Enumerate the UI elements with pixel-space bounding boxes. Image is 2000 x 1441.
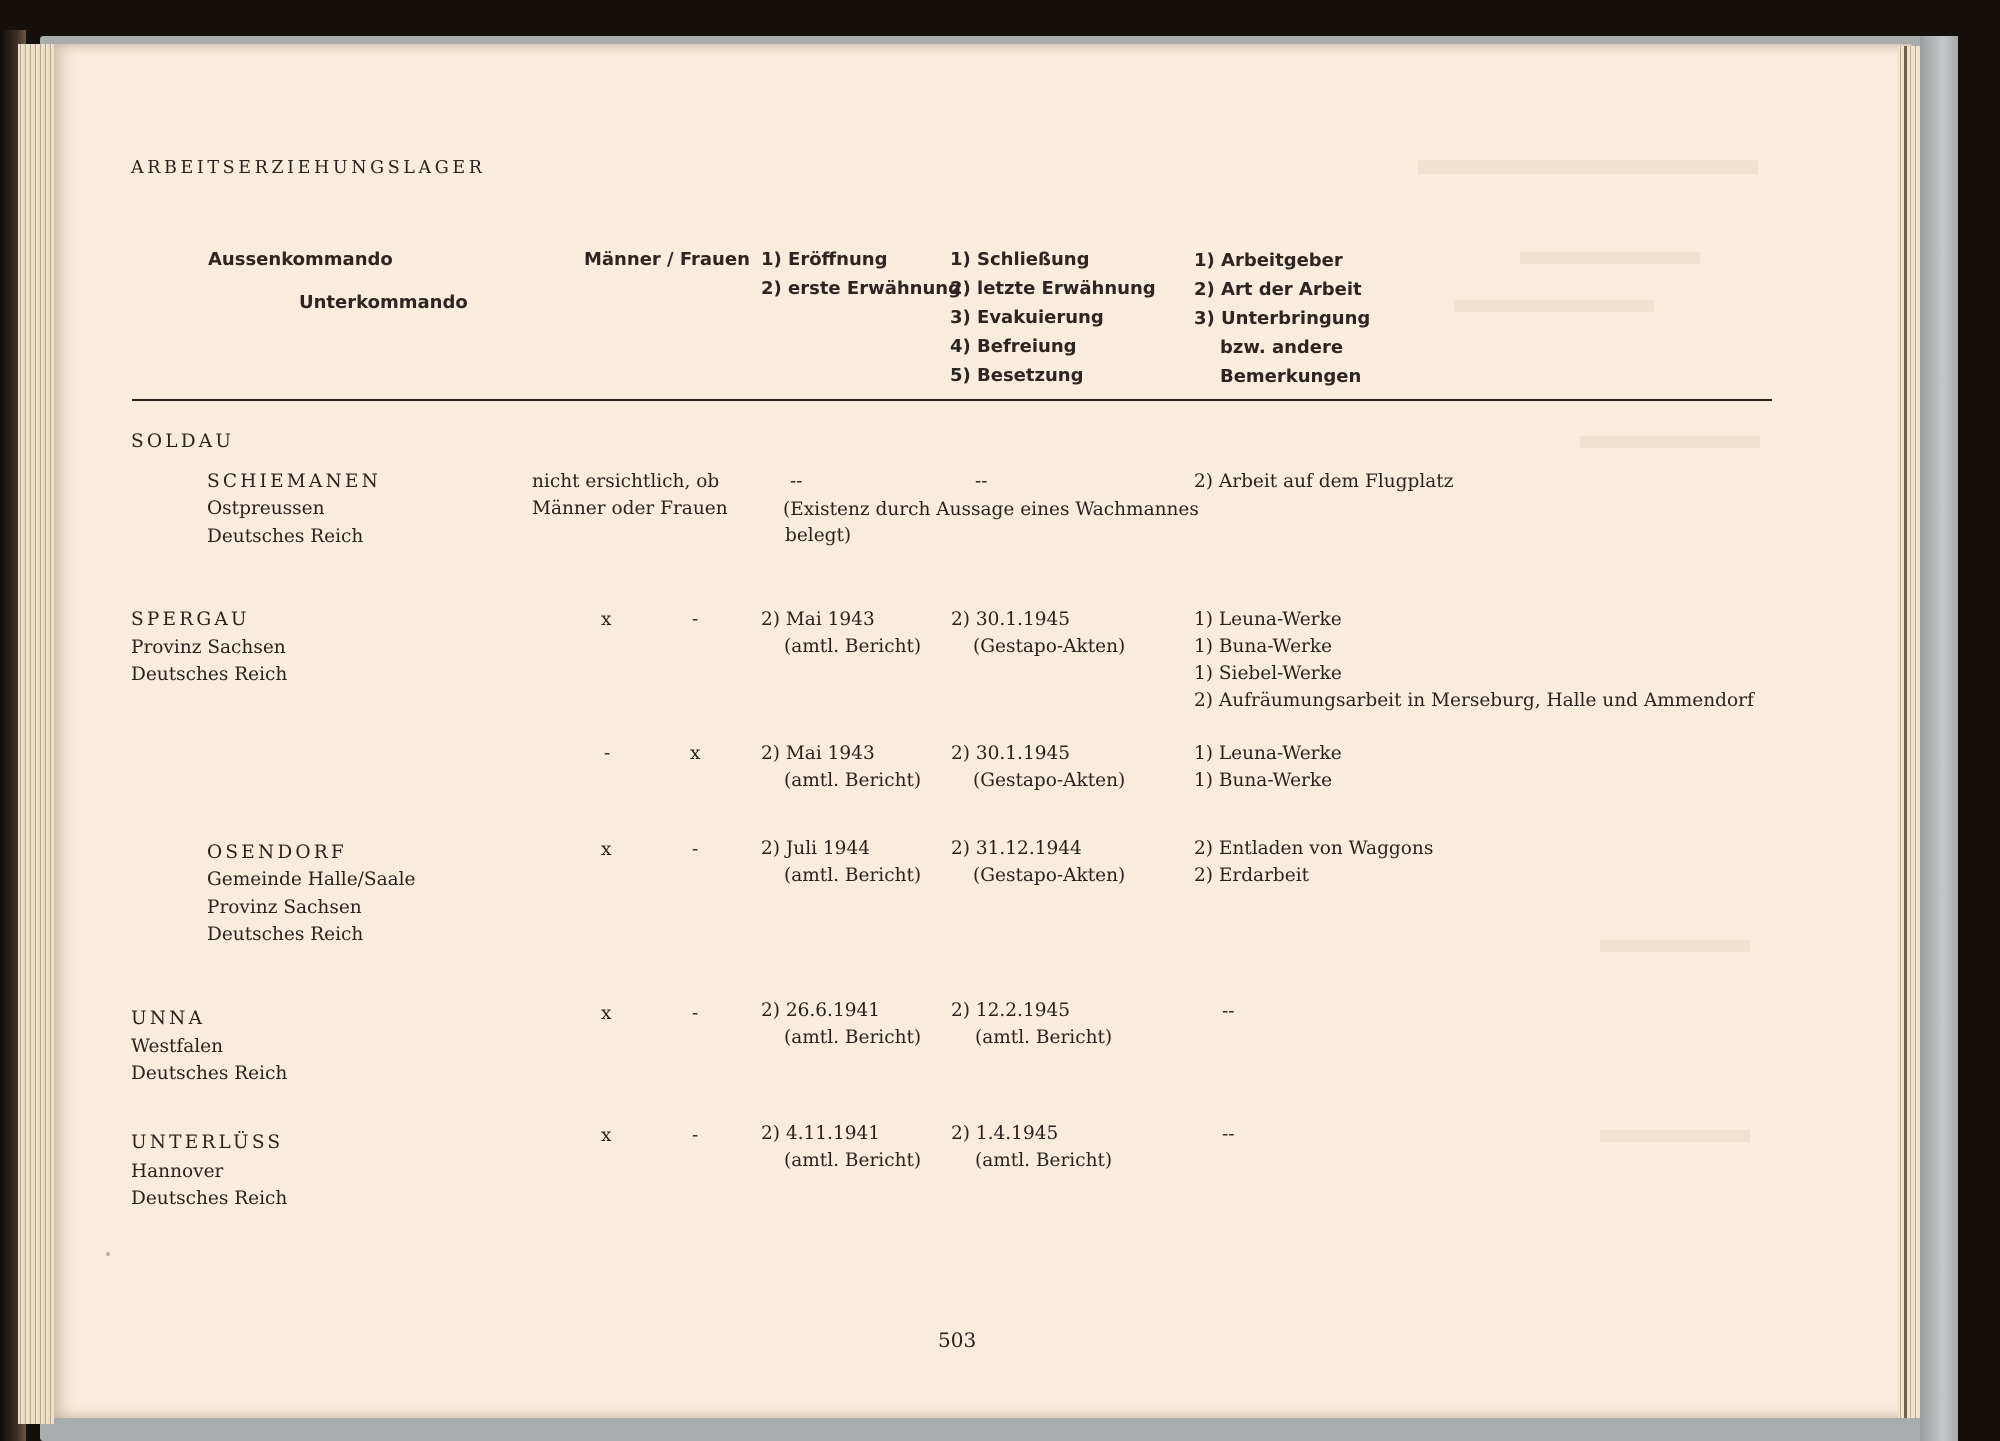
header-rule — [132, 399, 1772, 401]
entry-employer: 2) Erdarbeit — [1194, 865, 1310, 886]
entry-note: (Existenz durch Aussage eines Wachmannes — [783, 499, 1199, 520]
header-employer-5: Bemerkungen — [1220, 366, 1362, 387]
entry-open-source: (amtl. Bericht) — [784, 770, 922, 791]
entry-employer: 1) Leuna-Werke — [1194, 743, 1342, 764]
entry-men-mark: x — [601, 609, 612, 630]
entry-open-source: (amtl. Bericht) — [784, 636, 922, 657]
entry-close: 2) 30.1.1945 — [951, 609, 1071, 630]
entry-region: Hannover — [131, 1161, 224, 1182]
bleed-through — [1418, 160, 1758, 174]
book-cover-right-edge — [1920, 36, 1958, 1441]
entry-close: 2) 31.12.1944 — [951, 838, 1082, 859]
header-employer-4: bzw. andere — [1220, 337, 1344, 358]
bleed-through — [1600, 940, 1750, 952]
section-title: ARBEITSERZIEHUNGSLAGER — [131, 158, 486, 178]
entry-employer: 2) Aufräumungsarbeit in Merseburg, Halle und Ammendorf — [1194, 690, 1754, 711]
header-close-2: 2) letzte Erwähnung — [950, 278, 1156, 299]
entry-region: Provinz Sachsen — [131, 637, 286, 658]
entry-men-mark: x — [601, 1125, 612, 1146]
entry-employer: 1) Siebel-Werke — [1194, 663, 1342, 684]
entry-note: belegt) — [785, 525, 852, 546]
entry-region: Deutsches Reich — [207, 924, 364, 945]
header-close-3: 3) Evakuierung — [950, 307, 1104, 328]
entry-close-source: (amtl. Bericht) — [975, 1027, 1113, 1048]
entry-close-source: (amtl. Bericht) — [975, 1150, 1113, 1171]
entry-name-osendorf: OSENDORF — [207, 842, 347, 863]
entry-close: 2) 1.4.1945 — [951, 1123, 1059, 1144]
entry-employer: -- — [1222, 1001, 1235, 1022]
header-unterkommando: Unterkommando — [299, 292, 468, 313]
entry-mf: Männer oder Frauen — [532, 498, 728, 519]
entry-women-mark: - — [692, 1125, 699, 1146]
entry-close-source: (Gestapo-Akten) — [973, 636, 1126, 657]
bleed-through — [1520, 252, 1700, 264]
entry-women-mark: x — [690, 743, 701, 764]
entry-open: 2) Mai 1943 — [761, 609, 875, 630]
entry-name-unna: UNNA — [131, 1008, 206, 1029]
entry-region: Deutsches Reich — [207, 526, 364, 547]
header-close-4: 4) Befreiung — [950, 336, 1077, 357]
bleed-through — [1454, 300, 1654, 312]
entry-region: Ostpreussen — [207, 498, 325, 519]
entry-mf: nicht ersichtlich, ob — [532, 471, 720, 492]
header-employer-3: 3) Unterbringung — [1194, 308, 1371, 329]
entry-close: -- — [975, 471, 988, 492]
entry-employer: 2) Arbeit auf dem Flugplatz — [1194, 471, 1454, 492]
entry-open: 2) 4.11.1941 — [761, 1123, 881, 1144]
entry-women-mark: - — [692, 839, 699, 860]
entry-close: 2) 30.1.1945 — [951, 743, 1071, 764]
page-stack-left — [18, 44, 54, 1424]
header-aussenkommando: Aussenkommando — [208, 249, 393, 270]
page-number: 503 — [938, 1328, 977, 1352]
entry-employer: -- — [1222, 1124, 1235, 1145]
header-close-1: 1) Schließung — [950, 249, 1090, 270]
entry-open: 2) Juli 1944 — [761, 838, 870, 859]
entry-open-source: (amtl. Bericht) — [784, 1027, 922, 1048]
entry-close: 2) 12.2.1945 — [951, 1000, 1071, 1021]
entry-men-mark: - — [604, 743, 611, 764]
entry-open: 2) Mai 1943 — [761, 743, 875, 764]
bleed-through — [1580, 436, 1760, 448]
entry-region: Provinz Sachsen — [207, 897, 362, 918]
entry-region: Westfalen — [131, 1036, 224, 1057]
entry-region: Deutsches Reich — [131, 664, 288, 685]
page-edge-line — [1904, 46, 1907, 1418]
entry-name-spergau: SPERGAU — [131, 609, 250, 630]
entry-open: 2) 26.6.1941 — [761, 1000, 881, 1021]
entry-open-source: (amtl. Bericht) — [784, 865, 922, 886]
entry-region: Deutsches Reich — [131, 1063, 288, 1084]
header-employer-1: 1) Arbeitgeber — [1194, 250, 1343, 271]
page-stack-right — [1898, 46, 1922, 1418]
entry-employer: 1) Buna-Werke — [1194, 770, 1333, 791]
entry-close-source: (Gestapo-Akten) — [973, 770, 1126, 791]
entry-name-soldau: SOLDAU — [131, 431, 235, 452]
entry-name-unterluess: UNTERLÜSS — [131, 1132, 284, 1153]
entry-employer: 1) Leuna-Werke — [1194, 609, 1342, 630]
entry-region: Gemeinde Halle/Saale — [207, 869, 416, 890]
entry-close-source: (Gestapo-Akten) — [973, 865, 1126, 886]
entry-employer: 1) Buna-Werke — [1194, 636, 1333, 657]
entry-open: -- — [790, 471, 803, 492]
entry-name-schiemanen: SCHIEMANEN — [207, 471, 381, 492]
header-maenner-frauen: Männer / Frauen — [584, 249, 750, 270]
header-employer-2: 2) Art der Arbeit — [1194, 279, 1362, 300]
bleed-through — [1600, 1130, 1750, 1142]
header-open-1: 1) Eröffnung — [761, 249, 888, 270]
header-close-5: 5) Besetzung — [950, 365, 1084, 386]
entry-employer: 2) Entladen von Waggons — [1194, 838, 1434, 859]
entry-men-mark: x — [601, 839, 612, 860]
entry-region: Deutsches Reich — [131, 1188, 288, 1209]
entry-women-mark: - — [692, 1003, 699, 1024]
entry-men-mark: x — [601, 1003, 612, 1024]
page-speck — [106, 1252, 110, 1256]
entry-women-mark: - — [692, 609, 699, 630]
header-open-2: 2) erste Erwähnung — [761, 278, 961, 299]
entry-open-source: (amtl. Bericht) — [784, 1150, 922, 1171]
